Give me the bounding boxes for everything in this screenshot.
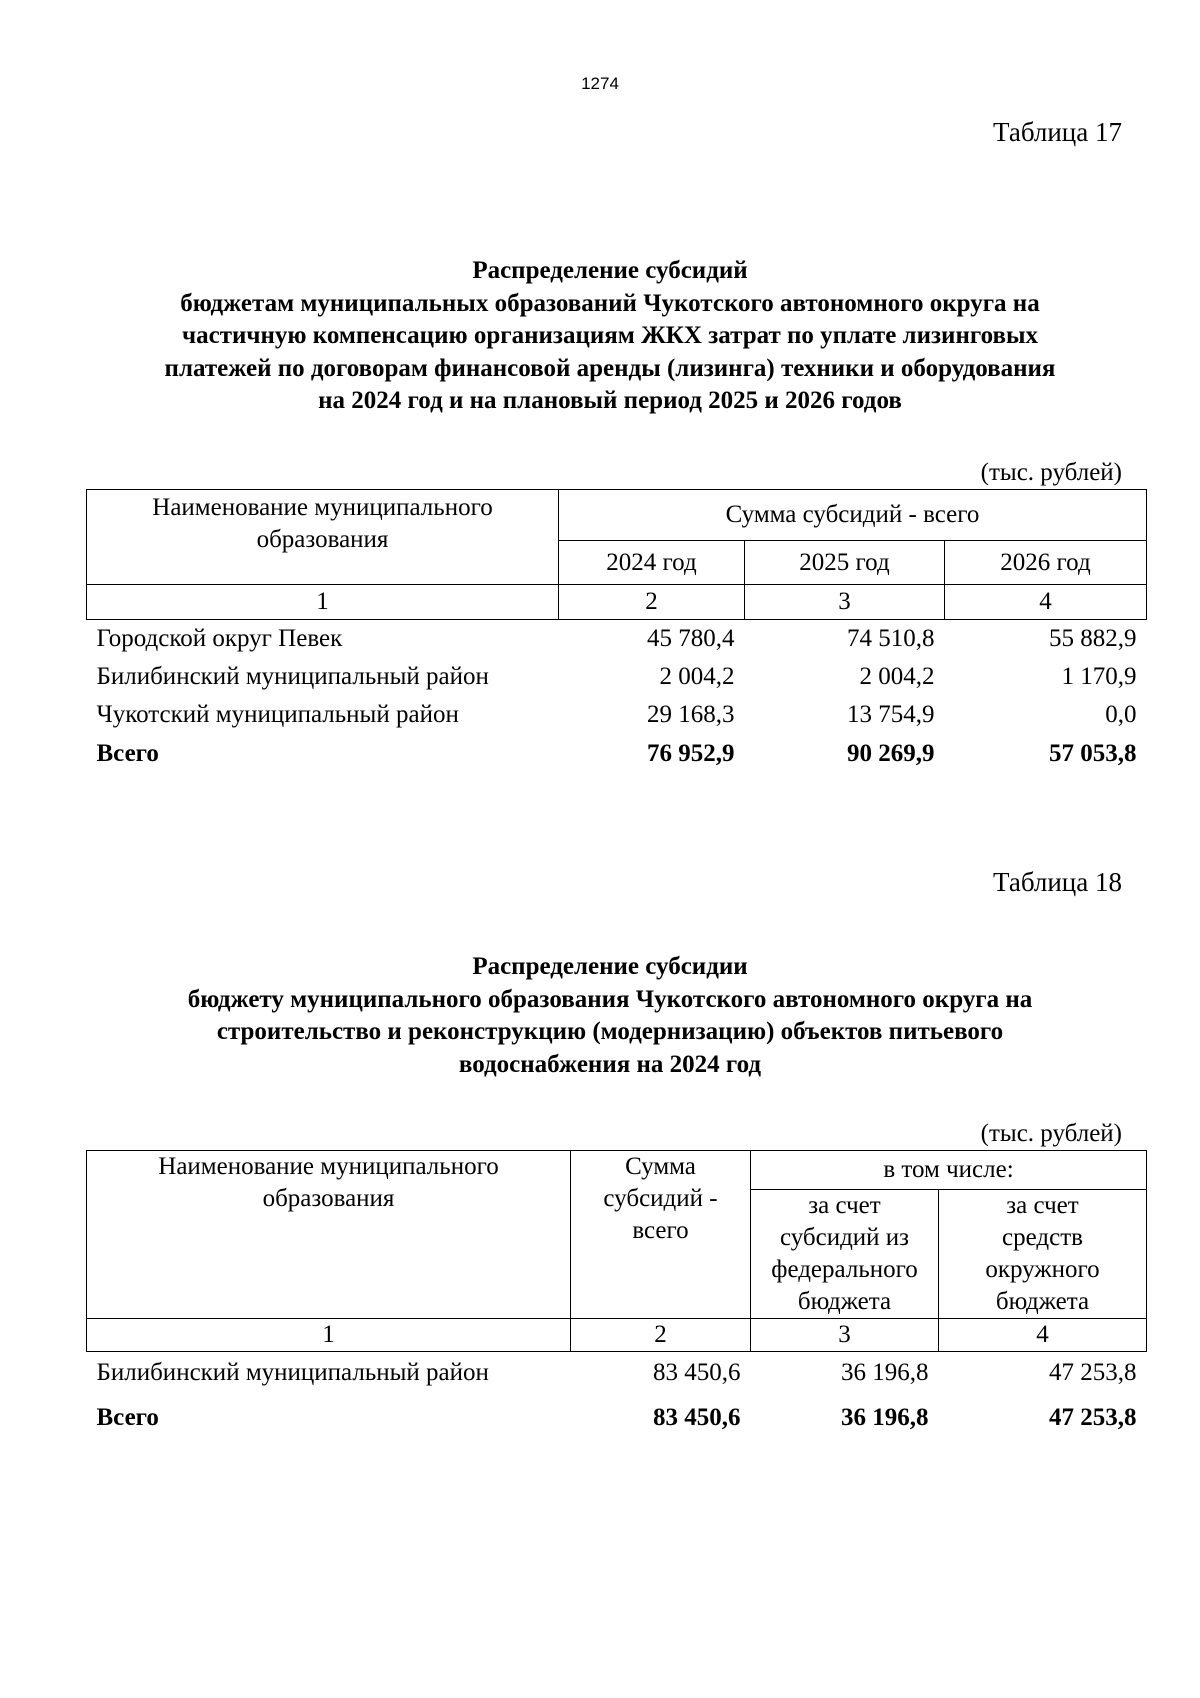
header-federal: за счет субсидий из федерального бюджета [751, 1190, 939, 1319]
title-line: водоснабжения на 2024 год [458, 1050, 762, 1078]
header-name-col: Наименование муниципального образования [87, 1151, 571, 1319]
table-row [87, 658, 1147, 696]
total-federal: 36 196,8 [841, 1403, 929, 1431]
total-2026: 57 053,8 [1049, 739, 1137, 767]
table-18 [86, 1150, 1147, 1442]
total-regional: 47 253,8 [1049, 1403, 1137, 1431]
title-line: платежей по договорам финансовой аренды (лизинга) техники и оборудования [164, 354, 1056, 382]
row-2026: 0,0 [1105, 700, 1137, 728]
row-sum: 83 450,6 [653, 1358, 741, 1386]
header-year-2026: 2026 год [945, 541, 1147, 585]
table-total-row [87, 734, 1147, 774]
title-line: бюджетам муниципальных образований Чукотского автономного округа на [180, 289, 1040, 317]
header-sum-group: Сумма субсидий - всего [559, 490, 1147, 541]
header-index-3: 3 [745, 585, 945, 620]
header-index-4: 4 [945, 585, 1147, 620]
total-sum: 83 450,6 [653, 1403, 741, 1431]
row-regional: 47 253,8 [1049, 1358, 1137, 1386]
row-name: Билибинский муниципальный район [96, 662, 489, 690]
row-2025: 2 004,2 [859, 662, 935, 690]
table-18-label: Таблица 18 [993, 867, 1122, 897]
total-2024: 76 952,9 [647, 739, 735, 767]
table-17-title [60, 255, 1160, 418]
header-index-2: 2 [571, 1319, 751, 1352]
header-index-1: 1 [87, 585, 559, 620]
title-line: Распределение субсидии [472, 953, 748, 980]
table-17-label: Таблица 17 [993, 117, 1122, 147]
table-18-title [60, 951, 1160, 1081]
table-row [87, 620, 1147, 658]
header-regional: за счет средств окружного бюджета [939, 1190, 1147, 1319]
row-name: Билибинский муниципальный район [96, 1358, 489, 1386]
total-2025: 90 269,9 [847, 739, 935, 767]
table-row [87, 696, 1147, 734]
row-2026: 1 170,9 [1061, 662, 1137, 690]
header-name-col: Наименование муниципального образования [87, 490, 559, 585]
total-label: Всего [96, 739, 159, 767]
title-line: строительство и реконструкцию (модернизацию) объектов питьевого [216, 1018, 1004, 1045]
header-index-3: 3 [751, 1319, 939, 1352]
title-line: Распределение субсидий [472, 257, 748, 284]
header-sum-col: Сумма субсидий - всего [571, 1151, 751, 1319]
row-name: Чукотский муниципальный район [96, 700, 459, 728]
header-index-2: 2 [559, 585, 745, 620]
title-line: бюджету муниципального образования Чукотского автономного округа на [187, 985, 1033, 1013]
row-federal: 36 196,8 [841, 1358, 929, 1386]
header-incl-group: в том числе: [751, 1151, 1147, 1190]
row-2025: 74 510,8 [847, 624, 935, 652]
header-index-1: 1 [87, 1319, 571, 1352]
page-number: 1274 [581, 74, 619, 93]
row-2024: 45 780,4 [647, 624, 735, 652]
row-2024: 2 004,2 [659, 662, 735, 690]
total-label: Всего [96, 1403, 159, 1431]
row-2025: 13 754,9 [847, 700, 935, 728]
header-index-4: 4 [939, 1319, 1147, 1352]
table-17 [86, 489, 1147, 774]
row-2026: 55 882,9 [1049, 624, 1137, 652]
table-17-units: (тыс. рублей) [980, 459, 1122, 486]
title-line: на 2024 год и на плановый период 2025 и 2026 годов [318, 387, 902, 414]
row-name: Городской округ Певек [96, 624, 343, 652]
table-row [87, 1352, 1147, 1394]
title-line: частичную компенсацию организациям ЖКХ затрат по уплате лизинговых [182, 322, 1038, 349]
table-18-units: (тыс. рублей) [980, 1120, 1122, 1147]
row-2024: 29 168,3 [647, 700, 735, 728]
header-year-2025: 2025 год [745, 541, 945, 585]
table-total-row [87, 1394, 1147, 1442]
header-year-2024: 2024 год [559, 541, 745, 585]
